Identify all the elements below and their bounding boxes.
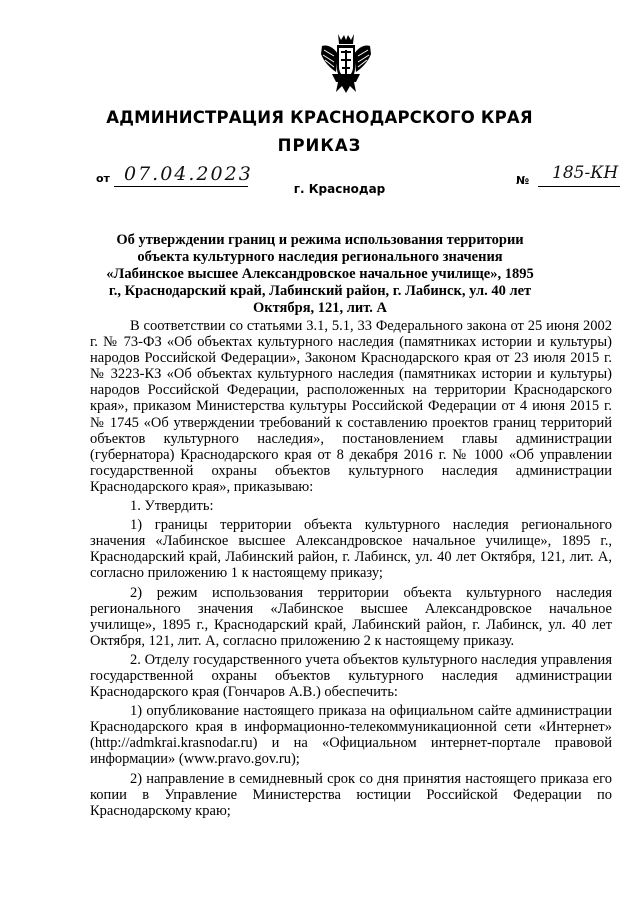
organization-name: АДМИНИСТРАЦИЯ КРАСНОДАРСКОГО КРАЯ (106, 108, 533, 127)
document-type: ПРИКАЗ (277, 136, 362, 155)
number-underline (538, 186, 620, 187)
paragraph-item-1-1: 1) границы территории объекта культурного наследия регионального значения «Лабинское высшее Александровское начальное училище», 1895 г., Краснодарский край, Лабинский район, г. Лабинск, ул. 40 лет Октября, 121, лит. А, согласно приложению 1 к настоящему приказу; (90, 517, 612, 582)
number-value: 185-КН (552, 163, 619, 183)
date-value: 07.04.2023 (124, 163, 253, 185)
date-label: от (96, 172, 110, 185)
paragraph-item-2-2: 2) направление в семидневный срок со дня принятия настоящего приказа его копии в Управление Министерства юстиции Российской Федерации по Краснодарскому краю; (90, 770, 612, 819)
paragraph-item-1: 1. Утвердить: (130, 498, 214, 515)
paragraph-intro: В соответствии со статьями 3.1, 5.1, 33 Федерального закона от 25 июня 2002 г. № 73-ФЗ «Об объектах культурного наследия (памятниках истории и культуры) народов Российской Федерации», Законом Краснодарского края от 23 июля 2015 г. № 3223-КЗ «Об объектах культурного наследия (памятниках истории и культуры) народов Российской Федерации, расположенных на территории Краснодарского края», приказом Министерства культуры Российской Федерации от 4 июня 2015 г. № 1745 «Об утверждении требований к составлению проектов границ территорий объектов культурного наследия», постановлением главы администрации (губернатора) Краснодарского края от 8 декабря 2016 г. № 1000 «Об управлении государственной охраны объектов культурного наследия администрации Краснодарского края», приказываю: (90, 318, 612, 495)
document-title: Об утверждении границ и режима использования территории объекта культурного наследия регионального значения «Лабинское высшее Александровское начальное училище», 1895 г., Краснодарский край, Лабинский район, г. Лабинск, ул. 40 лет Октября, 121, лит. А (106, 232, 534, 316)
coat-of-arms-icon (318, 32, 374, 94)
document-body (90, 318, 612, 819)
number-label: № (516, 174, 530, 187)
paragraph-item-1-2: 2) режим использования территории объекта культурного наследия регионального значения «Лабинское высшее Александровское начальное училище», 1895 г., Краснодарский край, Лабинский район, г. Лабинск, ул. 40 лет Октября, 121, лит. А, согласно приложению 2 к настоящему приказу. (90, 584, 612, 649)
paragraph-item-2-1: 1) опубликование настоящего приказа на официальном сайте администрации Краснодарского края в информационно-телекоммуникационной сети «Интернет» (http://admkrai.krasnodar.ru) и на «Официальном интернет-портале правовой информации» (www.pravo.gov.ru); (90, 703, 612, 768)
city-name: г. Краснодар (293, 182, 386, 196)
paragraph-item-2: 2. Отделу государственного учета объектов культурного наследия управления государственной охраны объектов культурного наследия администрации Краснодарского края (Гончаров А.В.) обеспечить: (90, 651, 612, 701)
